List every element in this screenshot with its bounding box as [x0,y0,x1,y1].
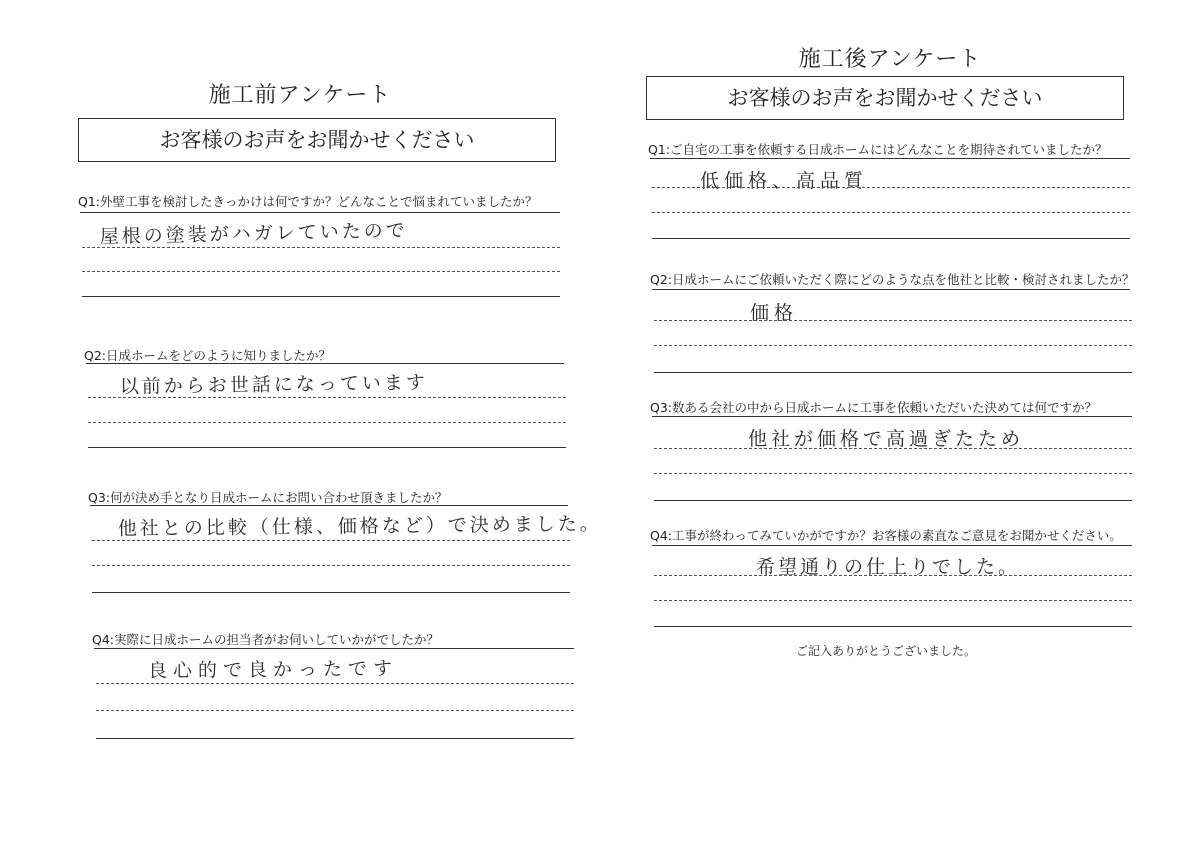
closing-message: ご記入ありがとうございました。 [796,644,977,658]
after-q1-line-top [650,158,1130,159]
before-q2-line-top [86,363,564,364]
before-q3-question: Q3:何が決め手となり日成ホームにお問い合わせ頂きましたか？ [88,490,448,505]
before-q4-dash-1 [96,683,574,684]
before-q4-answer: 良心的で良かったです [147,657,398,683]
before-q1-line-top [80,212,560,213]
before-q2-dash-2 [88,422,566,423]
after-q1-question: Q1:ご自宅の工事を依頼する日成ホームにはどんなことを期待されていましたか？ [648,142,1108,157]
after-q1-line-bottom [652,238,1130,239]
before-q2-question: Q2:日成ホームをどのように知りましたか？ [84,348,332,363]
before-q1-line-bottom [82,296,560,297]
after-q3-question: Q3:数ある会社の中から日成ホームに工事を依頼いただいた決めては何ですか？ [650,400,1098,415]
before-q3-answer: 他社との比較（仕様、価格など）で決めました。 [117,512,602,541]
after-q3-line-bottom [654,500,1132,501]
before-q3-dash-2 [92,565,570,566]
after-q2-dash-2 [654,345,1132,346]
before-q2-dash-1 [88,397,566,398]
after-q4-question: Q4:工事が終わってみていかがですか？お客様の素直なご意見をお聞かせください。 [650,528,1122,543]
after-q3-dash-1 [654,448,1132,449]
before-q3-line-top [90,505,568,506]
before-q4-line-bottom [96,738,574,739]
after-q2-dash-1 [654,320,1132,321]
before-q3-line-bottom [92,592,570,593]
after-q1-answer: 低価格、高品質 [700,170,869,192]
after-q2-line-top [652,289,1130,290]
before-survey-subtitle: お客様のお声をお聞かせください [78,118,556,162]
before-q4-question: Q4:実際に日成ホームの担当者がお伺いしていかがでしたか？ [92,632,440,647]
before-q1-question: Q1:外壁工事を検討したきっかけは何ですか？どんなことで悩まれていましたか？ [78,194,538,209]
after-q1-dash-1 [652,187,1130,188]
after-survey-subtitle: お客様のお声をお聞かせください [646,76,1124,120]
after-q2-answer: 価格 [750,302,799,324]
after-q3-dash-2 [654,473,1132,474]
after-q3-line-top [652,416,1132,417]
before-q2-line-bottom [88,447,566,448]
after-q4-dash-2 [654,600,1132,601]
after-survey-title: 施工後アンケート [798,47,982,72]
before-q1-dash-2 [82,271,560,272]
before-survey-title: 施工前アンケート [208,83,392,108]
after-q3-answer: 他社が価格で高過ぎたため [748,428,1025,450]
after-q4-answer: 希望通りの仕上りでした。 [756,556,1021,578]
after-q4-dash-1 [654,575,1132,576]
before-q4-line-top [94,648,574,649]
before-q4-dash-2 [96,710,574,711]
before-q1-answer: 屋根の塗装がハガレていたので [99,219,408,249]
before-q2-answer: 以前からお世話になっています [119,371,428,399]
before-q3-dash-1 [92,540,570,541]
after-q1-dash-2 [652,212,1130,213]
after-q4-line-top [652,545,1132,546]
after-q2-line-bottom [654,372,1132,373]
after-q2-question: Q2:日成ホームにご依頼いただく際にどのような点を他社と比較・検討されましたか？ [650,272,1135,287]
after-q4-line-bottom [654,626,1132,627]
after-survey-sheet [600,0,1200,848]
before-q1-dash-1 [82,247,560,248]
